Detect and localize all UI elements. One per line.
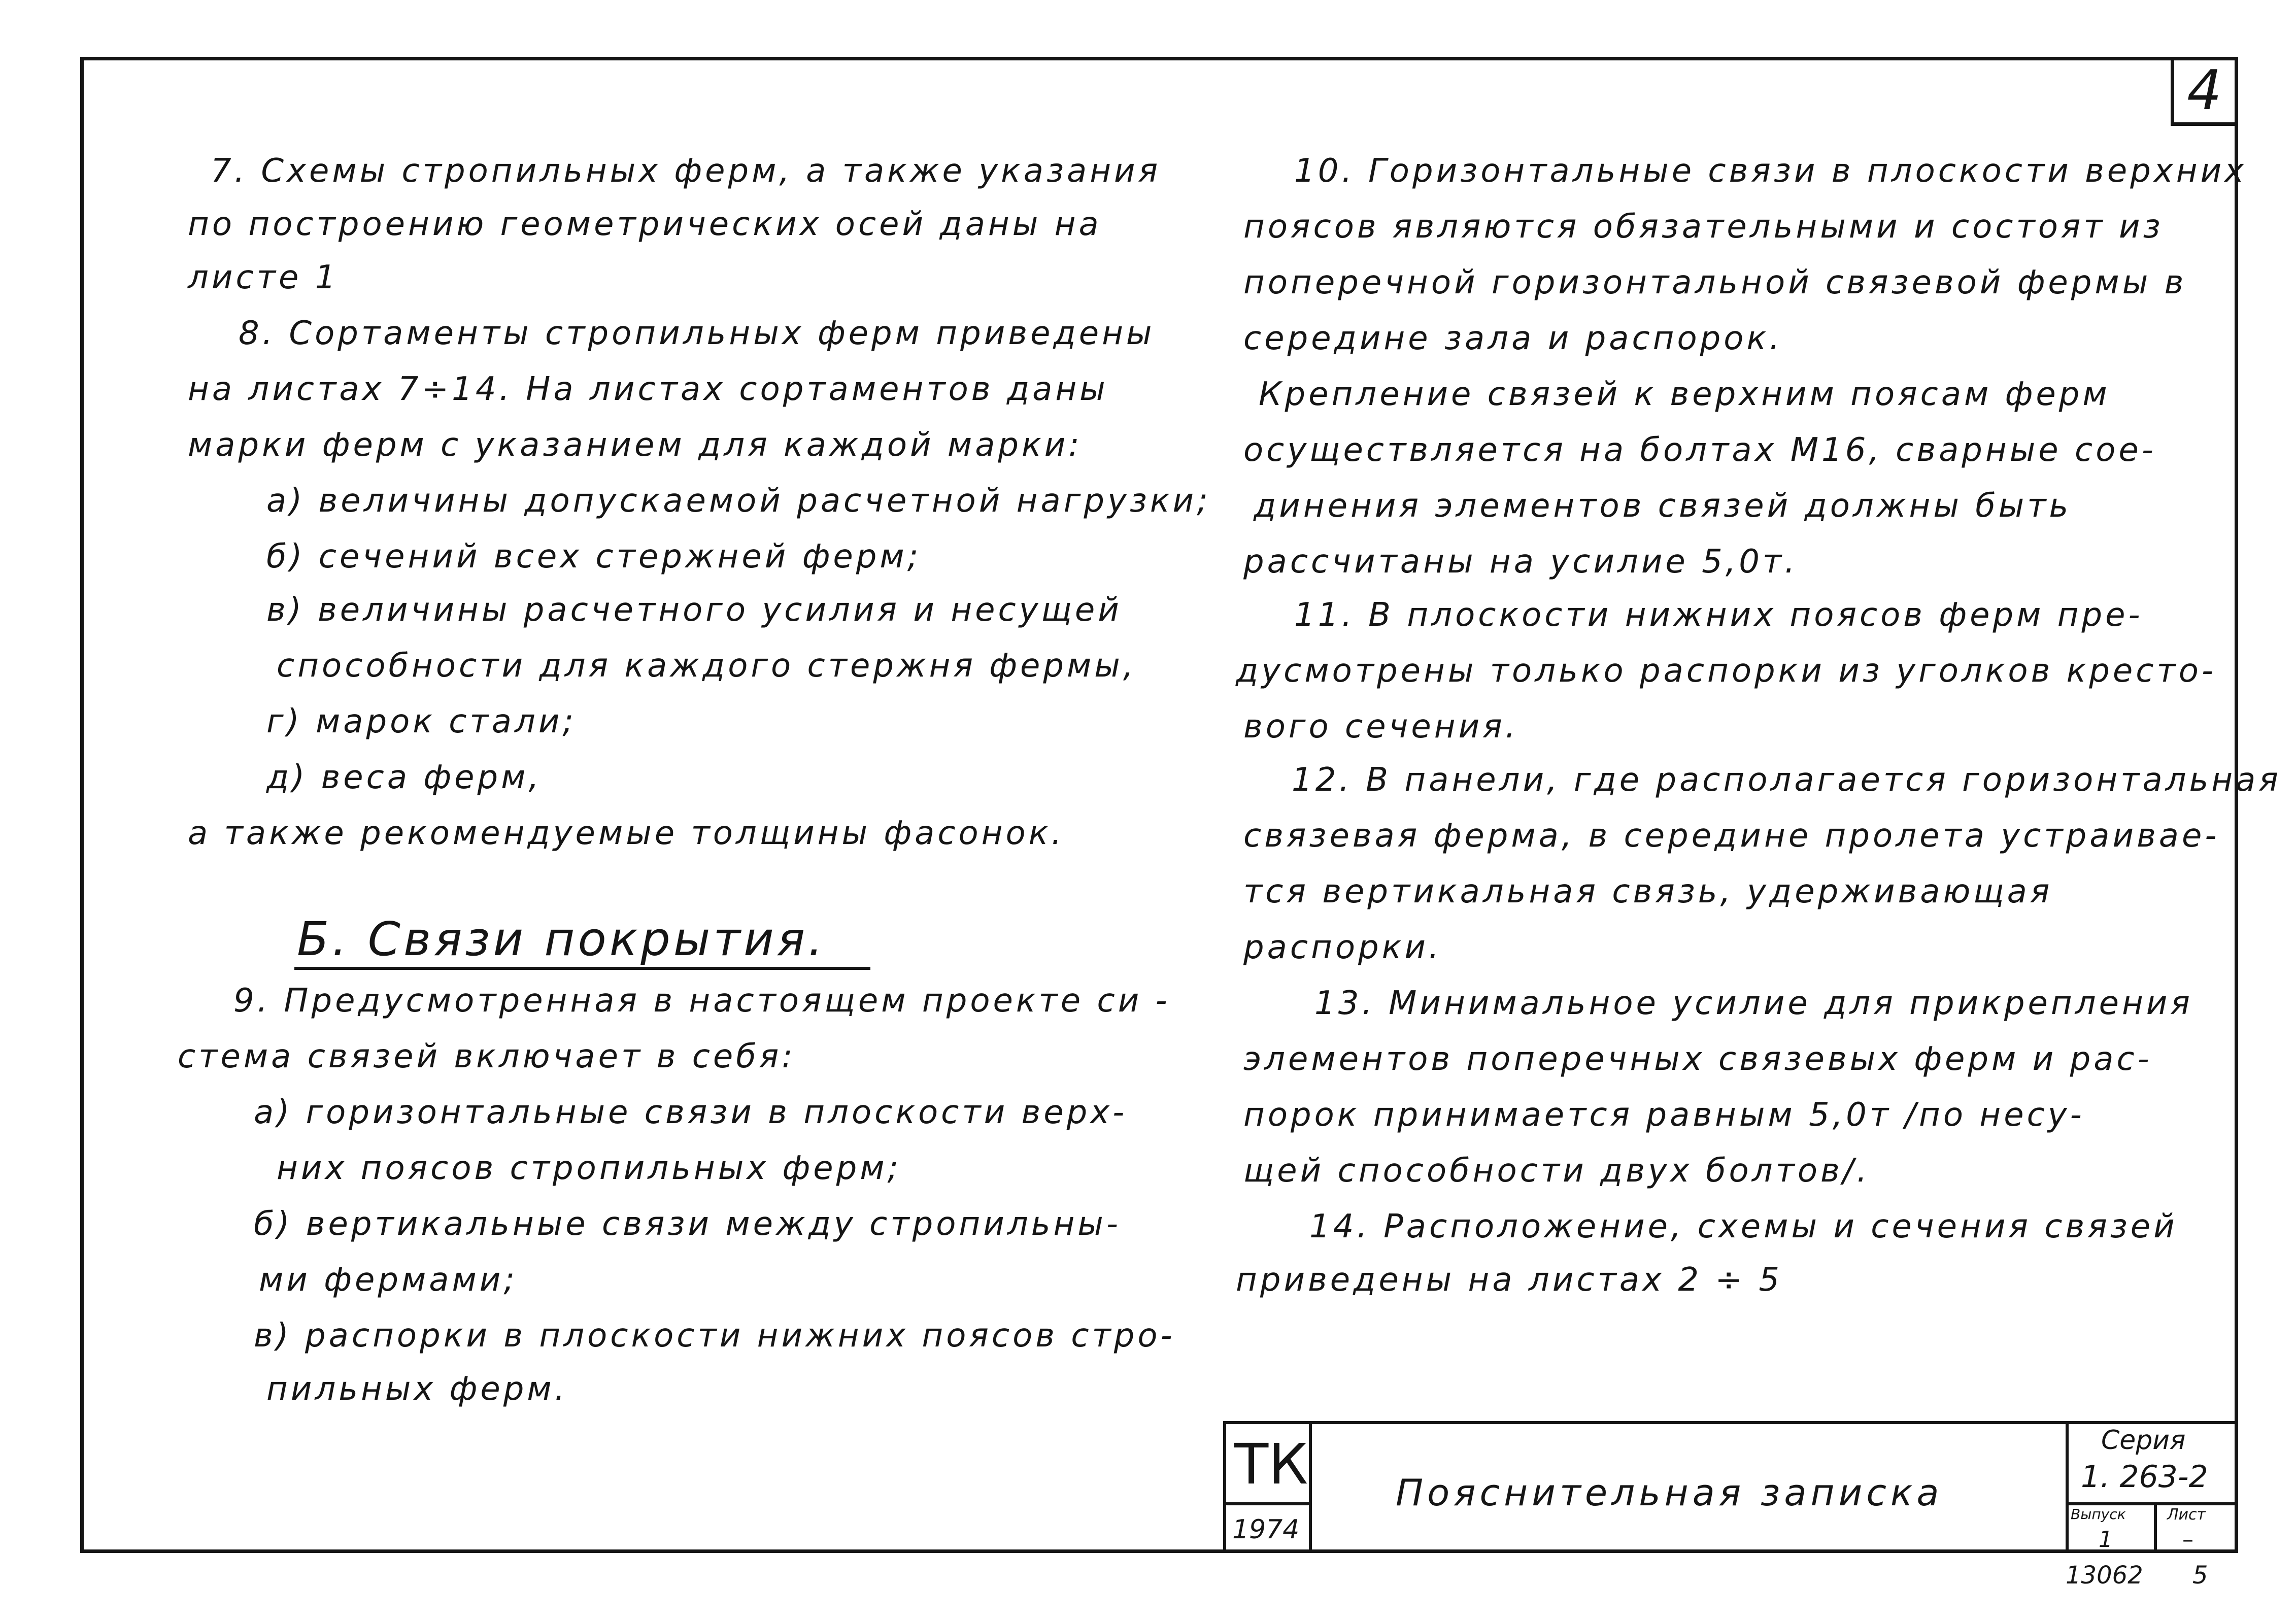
right-line: тся вертикальная связь, удерживающая	[1243, 873, 2053, 910]
left-line: 8. Сортаменты стропильных ферм приведены	[239, 315, 1155, 352]
issue-label: Выпуск	[2071, 1506, 2126, 1523]
right-line: поясов являются обязательными и состоят из	[1243, 208, 2164, 246]
right-line: приведены на листах 2 ÷ 5	[1236, 1261, 1783, 1299]
left-line: д) веса ферм,	[266, 759, 542, 796]
right-line: дусмотрены только распорки из уголков крестo-	[1236, 652, 2216, 690]
right-line: осуществляется на болтах М16, сварные сое-	[1243, 431, 2156, 469]
right-line: щей способности двух болтов/.	[1243, 1152, 1870, 1190]
sheet-value: –	[2182, 1527, 2193, 1553]
left-line: б) вертикальные связи между стропильны-	[254, 1205, 1121, 1243]
page-number: 5	[2192, 1561, 2208, 1590]
series-value: 1. 263-2	[2081, 1459, 2208, 1495]
left-line: стема связей включает в себя:	[178, 1038, 796, 1075]
right-line: рассчитаны на усилие 5,0т.	[1243, 543, 1798, 581]
left-line: листе 1	[188, 259, 339, 296]
sheet-label: Лист	[2167, 1506, 2206, 1524]
left-line: на листах 7÷14. На листах сортаментов даны	[188, 370, 1108, 408]
left-line: них поясов стропильных ферм;	[277, 1150, 902, 1187]
left-line: ми фермами;	[259, 1261, 518, 1299]
series-label: Серия	[2101, 1425, 2186, 1456]
right-line: элементов поперечных связевых ферм и рас-	[1243, 1040, 2152, 1078]
left-line: в) величины расчетного усилия и несущей	[266, 591, 1122, 629]
right-line: 12. В панели, где располагается горизонтальная	[1292, 761, 2281, 799]
right-line: динения элементов связей должны быть	[1254, 487, 2072, 525]
sheet-number: 4	[2187, 59, 2222, 122]
right-line: распорки.	[1243, 929, 1442, 966]
heading-underline	[294, 967, 870, 970]
right-line: 10. Горизонтальные связи в плоскости верхних	[1294, 152, 2247, 190]
issue-value: 1	[2099, 1527, 2113, 1553]
left-line: марки ферм с указанием для каждой марки:	[188, 426, 1083, 464]
left-line: 7. Схемы стропильных ферм, а также указания	[211, 152, 1161, 190]
right-line: поперечной горизонтальной связевой фермы в	[1243, 264, 2187, 301]
left-line: пильных ферм.	[266, 1370, 568, 1408]
right-line: середине зала и распорок.	[1243, 320, 1783, 357]
right-line: 13. Минимальное усилие для прикрепления	[1314, 985, 2193, 1022]
right-line: связевая ферма, в середине пролета устраивае-	[1243, 817, 2220, 855]
section-heading: Б. Связи покрытия.	[297, 912, 826, 966]
document-title: Пояснительная записка	[1396, 1471, 1943, 1514]
left-line: а) горизонтальные связи в плоскости верх-	[254, 1094, 1128, 1131]
left-line: 9. Предусмотренная в настоящем проекте си -	[233, 982, 1170, 1020]
left-line: в) распорки в плоскости нижних поясов стро-	[254, 1317, 1175, 1355]
right-line: 14. Расположение, схемы и сечения связей	[1309, 1208, 2178, 1245]
right-line: вого сечения.	[1243, 708, 1519, 746]
right-line: 11. В плоскости нижних поясов ферм пре-	[1294, 596, 2143, 634]
left-line: б) сечений всех стержней ферм;	[266, 538, 922, 576]
year: 1974	[1232, 1514, 1300, 1545]
archive-code: 13062	[2066, 1561, 2143, 1590]
left-line: по построению геометрических осей даны на	[188, 206, 1102, 243]
left-line: а) величины допускаемой расчетной нагрузки;	[266, 482, 1211, 520]
left-line: а также рекомендуемые толщины фасонок.	[188, 815, 1065, 852]
sheet-number-box	[2171, 57, 2238, 126]
left-line: способности для каждого стержня фермы,	[277, 647, 1137, 685]
left-line: г) марок стали;	[266, 703, 577, 740]
org-code: ТК	[1234, 1432, 1308, 1497]
right-line: порок принимается равным 5,0т /по несу-	[1243, 1096, 2085, 1134]
right-line: Крепление связей к верхним поясам ферм	[1259, 376, 2110, 413]
